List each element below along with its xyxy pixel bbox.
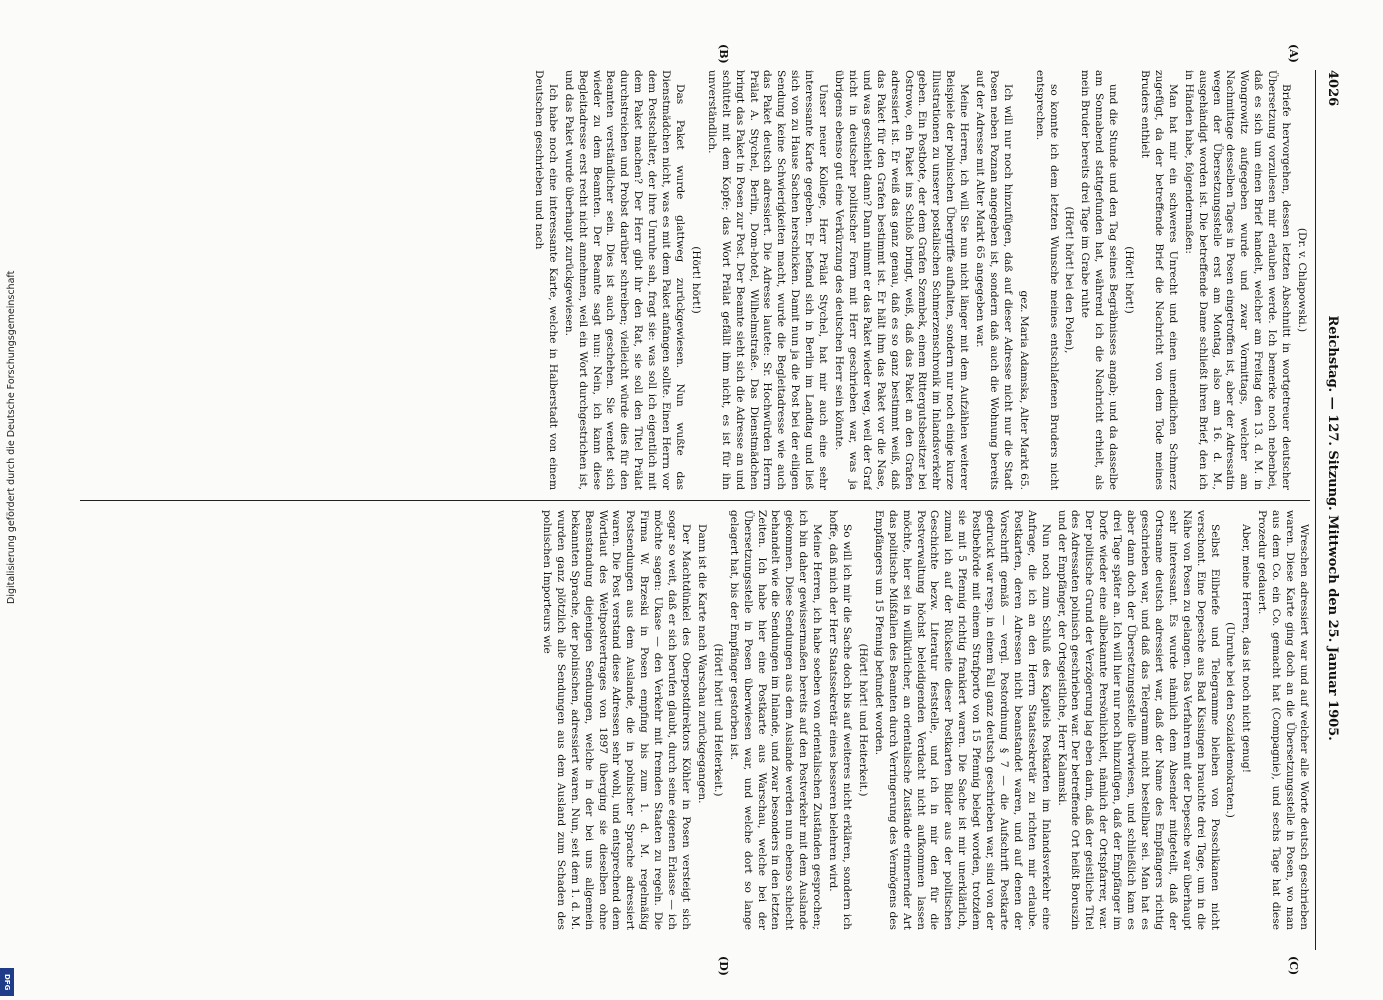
right-paragraph: Dann ist die Karte nach Warschau zurückgegangen. <box>695 524 708 804</box>
right-column <box>80 510 1310 930</box>
left-column <box>80 70 1310 490</box>
right-paragraph: Aber, meine Herren, das ist noch nicht genug! <box>1240 524 1253 773</box>
interjection: (Unruhe bei den Sozialdemokraten.) <box>1224 622 1237 818</box>
column-separator <box>80 500 1310 501</box>
left-paragraph: Meine Herren, ich will Sie nun nicht länger mit dem Aufzählen weiterer Beispiele der polnischen Übergriffe aufhalten, sondern nur noch einige kurze Illustrationen zu unserer postalischen Schmerzenschronik im Inlandsverkehr geben. Ein Postbote, der dem Grafen Szembek, einem Rittergutsbesitzer bei Ostrowo, ein Paket ins Schloß bringt, weiß, daß das Paket an den Grafen adressiert ist. Er weiß das ganz genau, daß es so ganz bestimmt weiß, daß das Paket für den Grafen bestimmt ist. Er hält ihm das Paket vor die Nase, und was geschieht dann? Dann nimmt er das Paket wieder weg, weil der Graf nicht in deutscher politischer Form mit Herr geschrieben war, was ja übrigens ebenso gut eine Verkürzung des deutschen Herr sein könnte. <box>833 70 971 490</box>
margin-marker-a: (A) <box>1287 44 1300 63</box>
left-paragraph: Man hat mir ein schweres Unrecht und einen unendlichen Schmerz zugefügt, da der betreffende Brief die Nachricht von dem Tode meines Bruders enthielt <box>1139 70 1179 490</box>
page-header <box>1314 70 1340 950</box>
left-paragraph: Ich will nur noch hinzufügen, daß auf dieser Adresse nicht nur die Stadt Posen neben Poznan angegeben ist, sondern daß auch die Wohnung bereits auf der Adresse mit Alter Markt 65 angegeben war. <box>974 70 1014 490</box>
interjection: (Hört! hört!) <box>689 246 702 314</box>
interjection: (Hört! hört! und Heiterkeit.) <box>856 643 869 797</box>
page-number: 4026 <box>1325 70 1340 107</box>
dfg-logo: DFG <box>0 968 14 996</box>
signature: gez. Maria Adamska, Alter Markt 65. <box>1017 290 1030 490</box>
left-paragraph: Ich habe noch eine interessante Karte, welche in Halberstadt von einem Deutschen geschrieben und nach <box>532 70 559 490</box>
speaker-label: (Dr. v. Chlapowski.) <box>1296 227 1308 333</box>
rotated-page-content <box>70 44 1340 976</box>
page-title: Reichstag. — 127. Sitzung. Mittwoch den 25. Januar 1905. <box>1325 315 1340 741</box>
left-paragraph: so konnte ich dem letzten Wunsche meines entschlafenen Bruders nicht entsprechen. <box>1033 70 1060 490</box>
right-paragraph: Nun noch zum Schluß des Kapitels Postkarten im Inlandsverkehr eine Anfrage, die ich an den Herrn Staatssekretär zu richten mir erlaube. Postkarten, deren Adressen nicht beanstandet waren, und auf denen der Vorschrift gemäß — vergl. Postordnung § 7 — die Aufschrift Postkarte gedruckt war resp. in einem Fall ganz deutsch geschrieben war, sind von der Postbehörde mit einem Strafporto von 15 Pfennig belegt worden, trotzdem sie mit 5 Pfennig richtig frankiert waren. Die Sache ist mir unerklärlich, zumal ich auf der Rückseite dieser Postkarten Bilder aus der politischen Geschichte bezw. Literatur feststelle, und ich in mir den für die Postverwaltung höchst beleidigenden Verdacht nicht aufkommen lassen möchte, hier sei in willkürlicher, an orientalische Zustände erinnernder Art das politische Mißfallen des Beamten durch Verringerung des Vermögens des Empfängers um 15 Pfennig befundet worden. <box>872 510 1052 930</box>
header-rule <box>1315 70 1316 950</box>
left-paragraph: Unser neuer Kollege, Herr Prälat Stychel, hat mir auch eine sehr interessante Karte gegeben. Er befand sich in Berlin im Landtag und ließ sich von zu Hause Sachen herschicken. Damit nun ja die Post bei der eiligen Sendung keine Schwierigkeiten macht, wurde die Begleitadresse wie auch das Paket deutsch adressiert. Die Adresse lautete: Sr. Hochwürden Herrn Prälat A. Stychel, Berlin, Dom-hotel, Wilhelmstraße. Das Dienstmädchen bringt das Paket in Posen zur Post. Der Beamte sieht sich die Adresse an und schüttelt mit dem Kopfe; das Wort Prälat gefällt ihm nicht, es ist für ihn unverständlich. <box>705 70 830 490</box>
margin-marker-d: (D) <box>717 956 730 976</box>
digitization-note: Digitalisierung gefördert durch die Deutsche Forschungsgemeinschaft <box>6 270 17 604</box>
margin-marker-c: (C) <box>1287 956 1300 976</box>
margin-marker-b: (B) <box>717 44 730 64</box>
interjection: (Hört! hört!) <box>1123 246 1136 314</box>
left-paragraph: Briefe hervorgehen, dessen letzten Abschnitt in wortgetreuer deutscher Übersetzung vorzulesen mir erlauben werde. Ich bemerke noch nebenbei, daß es sich um einen Brief handelt, welcher am Freitag den 13. d. M. in Wongrowitz aufgegeben wurde und zwar Vormittags, welcher am Nachmittage desselben Tages in Posen eingetroffen ist, aber der Adressatin wegen der Übersetzungsstelle erst am Montag, also am 16. d. M., ausgehändigt worden ist. Die betreffende Dame schließt ihren Brief, den ich in Händen habe, folgendermaßen: <box>1182 70 1293 490</box>
right-paragraph: Der Machtdünkel des Oberpostdirektors Köhler in Posen versteigt sich sogar so weit, daß er sich berufen glaubt, durch seine eigenen Erlasse — ich möchte sagen: Ukase — den Verkehr mit fremden Staaten zu regeln. Die Firma W. Brzeski in Posen empfing bis zum 1. d. M. regelmäßig Postsendungen aus dem Auslande, die in polnischer Sprache adressiert waren. Die Post verstand diese Adressen sehr wohl, und entsprechend dem Wortlaut des Weltpostvertrages von 1897 überging sie dieselben ohne Beanstandung diejenigen Sendungen, welche in der bei uns allgemein bekannten Sprache, der polnischen, adressiert waren. Nun, seit dem 1. d. M. wurden ganz plötzlich alle Sendungen aus dem Ausland zum Schaden des polnischen Importeurs wie <box>540 510 693 930</box>
right-paragraph: Selbst Eilbriefe und Telegramme bleiben von Posschikanen nicht verschont. Eine Depesche aus Bad Kissingen brauchte drei Tage, um in die Nähe von Posen zu gelangen. Das Verfahren mit der Depesche war überhaupt sehr interessant. Es wurde nämlich dem Absender mitgeteilt, daß der Ortsname deutsch adressiert war, daß der Name des Empfängers richtig geschrieben war, und daß das Telegramm nicht bestellbar sei. Man hat es aber dann doch der Übersetzungsstelle überwiesen, und schließlich kam es drei Tage später an. Ich will hier nur noch hinzufügen, daß der Empfänger im Dorfe wieder eine allbekannte Persönlichkeit, nämlich der Ortspfarrer, war. Der politische Grund der Verzögerung lag eben darin, daß der geistliche Titel des Adressaten polnisch geschrieben war. Der betreffende Ort heißt Boruszin und der Empfänger, der Ortsgeistliche, Herr Kalamski. <box>1055 510 1221 930</box>
interjection: (Hört! hört! bei den Polen), <box>1063 206 1076 354</box>
right-paragraph: Meine Herren, ich habe soeben von orientalischen Zuständen gesprochen; ich bin daher gewissermaßen bereits auf den Postverkehr mit dem Auslande gekommen. Diese Sendungen aus dem Auslande werden nun ebenso schlecht behandelt wie die Sendungen im Inlande, und zwar besonders in den letzten Zeiten. Ich habe hier eine Postkarte aus Warschau, welche bei der Übersetzungsstelle in Posen überwiesen war, und welche dort so lange gelagert hat, bis der Empfänger gestorben ist. <box>727 510 824 930</box>
left-paragraph: Das Paket wurde glattweg zurückgewiesen. Nun wußte das Dienstmädchen nicht, was es mit dem Paket anfangen sollte. Einen Herrn vor dem Postschalter, der ihre Unruhe sah, fragt sie: was soll ich eigentlich mit dem Paket machen? Der Herr gibt ihr den Rat, sie soll den Titel Prälat durchstreichen und Probst darüber schreiben; vielleicht würde dies für den Beamten verständlicher sein. Dies ist auch geschehen. Sie wendet sich wieder zu dem Beamten. Der Beamte sagt nun: Nein, ich kann diese Begleitadresse erst recht nicht annehmen, weil ein Wort durchgestrichen ist, und das Paket wurde überhaupt zurückgewiesen. <box>562 70 687 490</box>
interjection: (Hört! hört! und Heiterkeit.) <box>711 643 724 797</box>
right-paragraph: Wreschen adressiert war und auf welcher alle Worte deutsch geschrieben waren. Diese Karte ging doch an die Übersetzungsstelle in Posen, wo man aus dem Co. ein Co. gemacht hat (Compagnie), und sechs Tage hat diese Prozedur gedauert. <box>1256 510 1310 930</box>
right-paragraph: So will ich mir die Sache doch bis auf weiteres nicht erklären, sondern ich hoffe, daß mich der Herr Staatssekretär eines besseren belehren wird. <box>827 510 853 930</box>
left-paragraph: und die Stunde und den Tag seines Begräbnisses angab; und da dasselbe am Sonnabend stattgefunden hat, während ich die Nachricht erhielt, als mein Bruder bereits drei Tage im Grabe ruhte <box>1079 70 1120 490</box>
